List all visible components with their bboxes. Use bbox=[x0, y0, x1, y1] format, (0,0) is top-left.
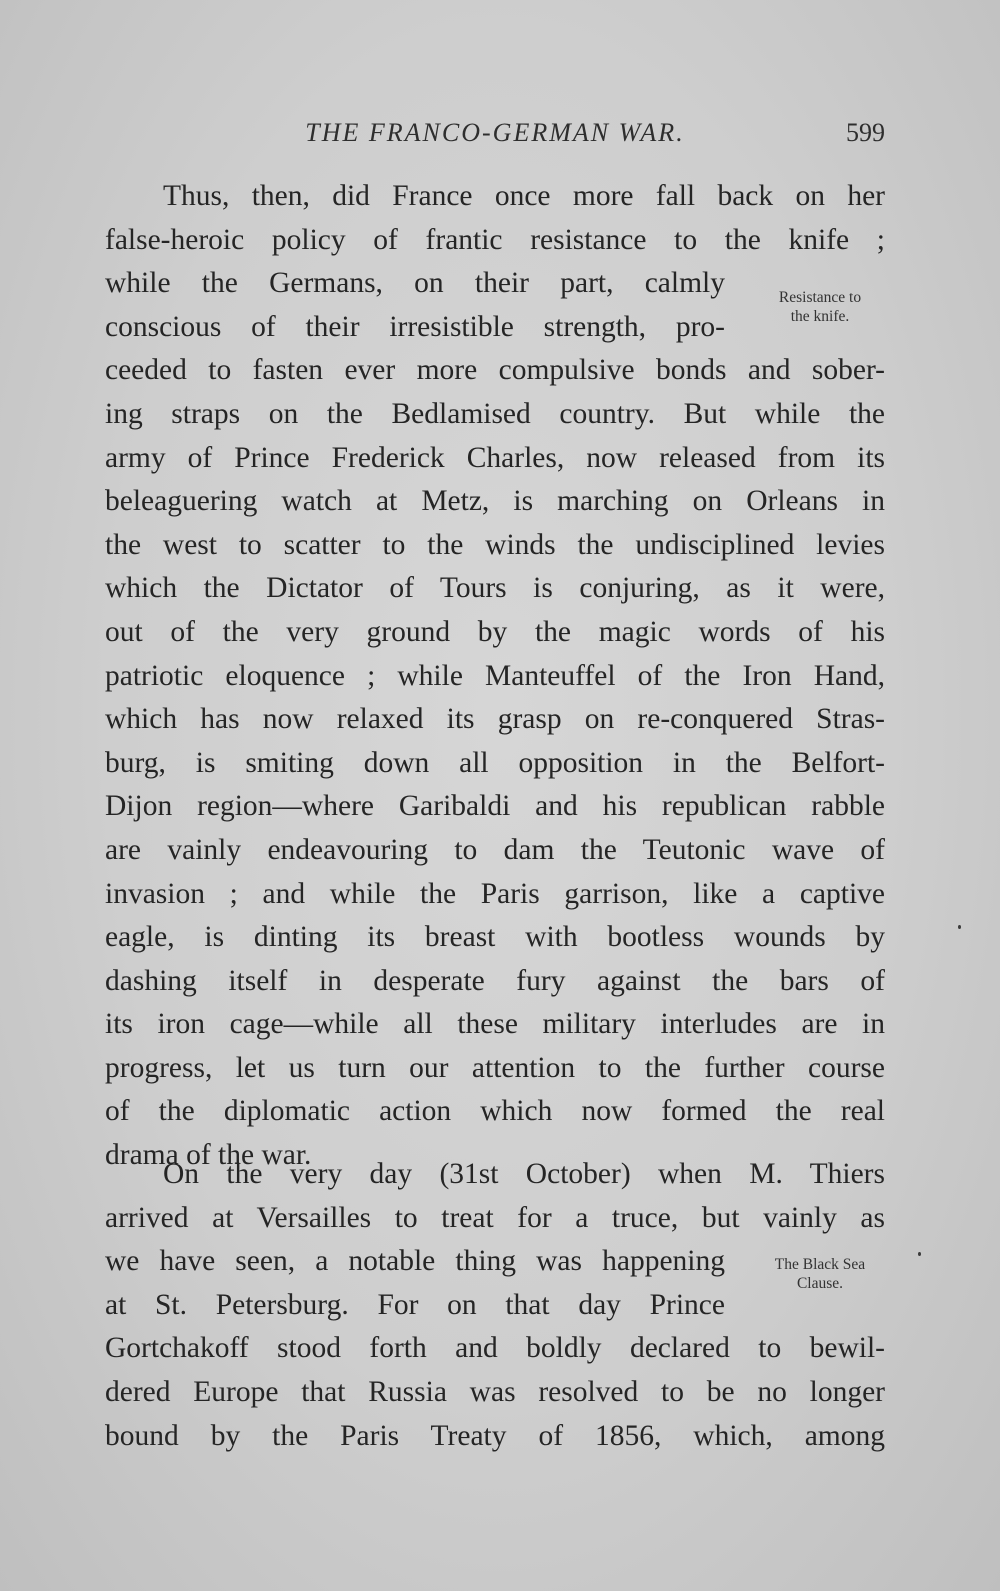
sidenote-line: the knife. bbox=[790, 308, 850, 325]
text-line: beleaguering watch at Metz, is marching on Orleans in bbox=[105, 485, 885, 518]
sidenote-black-sea bbox=[740, 1255, 900, 1293]
text-line: at St. Petersburg. For on that day Prince bbox=[105, 1288, 725, 1321]
text-line: of the diplomatic action which now formed the real bbox=[105, 1095, 885, 1128]
text-line: burg, is smiting down all opposition in the Belfort- bbox=[105, 746, 885, 779]
text-line: ing straps on the Bedlamised country. But while the bbox=[105, 397, 885, 430]
text-line: out of the very ground by the magic words of his bbox=[105, 615, 885, 648]
running-title: THE FRANCO-GERMAN WAR. bbox=[305, 118, 685, 147]
text-line: conscious of their irresistible strength, pro- bbox=[105, 310, 725, 343]
text-line: On the very day (31st October) when M. Thiers bbox=[163, 1158, 885, 1190]
text-line: dered Europe that Russia was resolved to be no longer bbox=[105, 1375, 885, 1408]
paper-speck bbox=[958, 925, 961, 929]
text-line: bound by the Paris Treaty of 1856, which, among bbox=[105, 1419, 885, 1452]
sidenote-line: Resistance to bbox=[778, 289, 862, 306]
paragraph-2 bbox=[105, 1153, 885, 1458]
text-line: ceeded to fasten ever more compulsive bonds and sober- bbox=[105, 354, 885, 387]
sidenote-resistance bbox=[740, 288, 900, 326]
running-head bbox=[105, 118, 885, 158]
text-line: invasion ; and while the Paris garrison, like a captive bbox=[105, 877, 885, 910]
text-line: army of Prince Frederick Charles, now released from its bbox=[105, 441, 885, 474]
text-line: we have seen, a notable thing was happening bbox=[105, 1245, 725, 1278]
text-line: Gortchakoff stood forth and boldly declared to bewil- bbox=[105, 1332, 885, 1365]
text-line: patriotic eloquence ; while Manteuffel of the Iron Hand, bbox=[105, 659, 885, 692]
text-line: dashing itself in desperate fury against the bars of bbox=[105, 964, 885, 997]
text-line: are vainly endeavouring to dam the Teutonic wave of bbox=[105, 833, 885, 866]
text-line: drama of the war. bbox=[105, 1139, 312, 1172]
sidenote-line: The Black Sea bbox=[774, 1256, 866, 1273]
text-line: Dijon region—where Garibaldi and his republican rabble bbox=[105, 790, 885, 823]
text-line: while the Germans, on their part, calmly bbox=[105, 267, 725, 300]
text-line: which the Dictator of Tours is conjuring, as it were, bbox=[105, 572, 885, 605]
text-line: progress, let us turn our attention to the further course bbox=[105, 1051, 885, 1084]
paper-speck bbox=[918, 1252, 921, 1256]
text-line: Thus, then, did France once more fall back on her bbox=[163, 180, 885, 212]
page-number: 599 bbox=[846, 118, 885, 147]
text-line: which has now relaxed its grasp on re-conquered Stras- bbox=[105, 703, 885, 736]
sidenote-line: Clause. bbox=[796, 1275, 844, 1292]
text-line: arrived at Versailles to treat for a truce, but vainly as bbox=[105, 1201, 885, 1234]
text-line: the west to scatter to the winds the undisciplined levies bbox=[105, 528, 885, 561]
text-line: eagle, is dinting its breast with bootless wounds by bbox=[105, 921, 885, 954]
text-line: false-heroic policy of frantic resistance to the knife ; bbox=[105, 223, 885, 256]
text-line: its iron cage—while all these military interludes are in bbox=[105, 1008, 885, 1041]
